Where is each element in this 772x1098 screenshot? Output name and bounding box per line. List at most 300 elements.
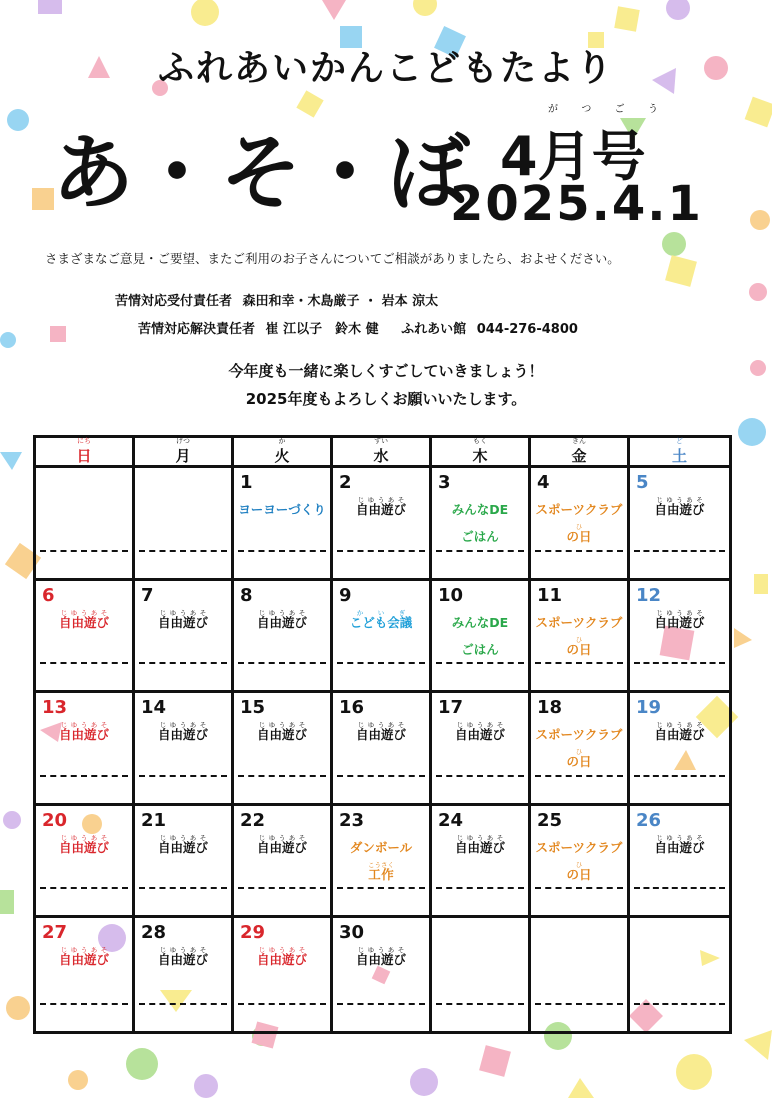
event-text (355, 946, 406, 968)
event-ruby: じゆうあそ (157, 946, 208, 955)
event-ruby: ひ (566, 635, 592, 644)
weekday-header (234, 438, 333, 468)
event-ruby: じゆうあそ (654, 496, 705, 504)
event-text (256, 833, 307, 855)
day-number: 10 (438, 584, 464, 606)
event-text (58, 608, 109, 630)
calendar-day-cell (630, 806, 729, 919)
day-event (36, 609, 132, 636)
dashed-divider (238, 662, 326, 664)
weekday-ruby: にち (77, 436, 91, 445)
day-event (333, 609, 429, 636)
calendar-day-cell (36, 581, 135, 694)
day-number: 5 (636, 472, 649, 493)
event-ruby: じゆうあそ (355, 496, 406, 504)
event-line (531, 609, 627, 636)
day-number: 19 (636, 697, 662, 719)
dashed-divider (535, 887, 623, 889)
event-text: スポーツクラブ (535, 839, 623, 855)
calendar-day-cell (135, 468, 234, 581)
day-number: 7 (141, 584, 154, 606)
calendar-day-cell (630, 693, 729, 806)
weekday-label: 金 (571, 446, 587, 465)
issue-ruby-char: ご (614, 104, 625, 115)
dashed-divider (337, 550, 425, 552)
event-text (368, 860, 394, 882)
day-number: 23 (339, 809, 365, 831)
event-text (566, 748, 592, 770)
dashed-divider (535, 662, 623, 664)
calendar-day-cell (36, 693, 135, 806)
calendar-day-cell (36, 468, 135, 581)
event-base: 自由遊び (157, 614, 208, 630)
event-text (454, 721, 505, 743)
weekday-header (135, 438, 234, 468)
event-line (234, 496, 330, 523)
event-text (566, 635, 592, 657)
day-event (531, 834, 627, 888)
event-base: 自由遊び (58, 614, 109, 630)
calendar-day-cell (333, 468, 432, 581)
event-line (234, 946, 330, 973)
event-base: 自由遊び (355, 502, 406, 517)
event-ruby: じゆうあそ (256, 833, 307, 842)
day-number: 28 (141, 922, 167, 944)
day-number: 4 (537, 472, 550, 493)
issue-ruby-char: つ (581, 104, 592, 115)
day-event (333, 834, 429, 888)
issue-date: 2025.4.1 (450, 176, 703, 232)
event-text (454, 833, 505, 855)
day-number: 2 (339, 472, 352, 493)
weekday-ruby: きん (572, 436, 586, 445)
day-number: 18 (537, 697, 563, 719)
dashed-divider (535, 550, 623, 552)
day-event (531, 496, 627, 550)
event-line (234, 609, 330, 636)
day-event (234, 609, 330, 636)
event-line (531, 748, 627, 775)
dashed-divider (40, 550, 128, 552)
day-event (36, 946, 132, 973)
calendar-day-cell (234, 806, 333, 919)
event-text (256, 721, 307, 743)
calendar-day-cell (333, 806, 432, 919)
dashed-divider (436, 550, 524, 552)
dashed-divider (40, 775, 128, 777)
issue-ruby-char: が (548, 104, 558, 115)
weekday-label: 木 (472, 446, 488, 465)
notice-text: さまざまなご意見・ご要望、またご利用のお子さんについてご相談がありましたら、およせください。 (45, 251, 620, 266)
event-line (432, 609, 528, 636)
dashed-divider (634, 775, 725, 777)
event-ruby: じゆうあそ (256, 721, 307, 730)
calendar-day-cell (531, 918, 630, 1031)
newsletter-subtitle: ふれあいかんこどもたより (157, 48, 614, 89)
issue-label: 4月号 (500, 125, 646, 188)
calendar-day-cell (432, 693, 531, 806)
weekday-label: 火 (274, 446, 290, 465)
event-base: 自由遊び (256, 614, 307, 630)
day-event (36, 834, 132, 861)
event-line (36, 946, 132, 973)
event-text: スポーツクラブ (535, 502, 623, 517)
dashed-divider (634, 662, 725, 664)
event-line (333, 609, 429, 636)
event-base: 自由遊び (654, 614, 705, 630)
event-text (654, 721, 705, 743)
event-ruby: ひ (566, 860, 592, 869)
calendar-grid (33, 435, 732, 1034)
day-number: 17 (438, 697, 464, 719)
dashed-divider (436, 662, 524, 664)
event-line (630, 834, 729, 861)
event-line (36, 721, 132, 748)
event-line (135, 609, 231, 636)
greeting-line-1: 今年度も一緒に楽しくすごしていきましょう！ (228, 362, 544, 380)
day-number: 30 (339, 922, 365, 944)
event-base: 自由遊び (454, 727, 505, 743)
event-ruby: ひ (566, 748, 592, 757)
day-number: 29 (240, 922, 266, 944)
event-line (531, 636, 627, 663)
day-event (234, 721, 330, 748)
event-ruby: じゆうあそ (58, 608, 109, 617)
event-base: 自由遊び (256, 727, 307, 743)
issue-ruby-char: う (647, 104, 658, 115)
day-event (234, 834, 330, 861)
dashed-divider (238, 1003, 326, 1005)
weekday-header (432, 438, 531, 468)
day-number: 25 (537, 809, 563, 831)
event-line (432, 523, 528, 550)
event-base: 自由遊び (256, 952, 307, 968)
event-text (349, 608, 413, 630)
greeting-line-2: 2025年度もよろしくお願いいたします。 (245, 390, 527, 408)
event-line (531, 834, 627, 861)
event-base: 自由遊び (654, 502, 705, 517)
event-text (157, 946, 208, 968)
reception-label: 苦情対応受付責任者 (115, 294, 233, 309)
event-base: 自由遊び (157, 839, 208, 855)
event-ruby: じゆうあそ (654, 608, 705, 617)
event-base: 工作 (368, 866, 394, 882)
event-base: 自由遊び (256, 839, 307, 855)
day-event (630, 721, 729, 748)
event-line (234, 834, 330, 861)
event-line (531, 721, 627, 748)
calendar-day-cell (432, 581, 531, 694)
event-text (58, 833, 109, 855)
event-line (432, 636, 528, 663)
calendar-day-cell (135, 693, 234, 806)
day-event (36, 721, 132, 748)
event-base: 自由遊び (454, 839, 505, 855)
day-event (333, 946, 429, 973)
event-text: ごはん (461, 529, 499, 544)
calendar-day-cell (432, 468, 531, 581)
dashed-divider (139, 775, 227, 777)
resolution-label: 苦情対応解決責任者 (138, 322, 256, 337)
event-line (432, 834, 528, 861)
dashed-divider (139, 550, 227, 552)
event-ruby: じゆうあそ (58, 833, 109, 842)
event-text (58, 721, 109, 743)
day-number: 12 (636, 584, 662, 606)
event-ruby: じゆうあそ (157, 833, 208, 842)
day-number: 13 (42, 697, 68, 719)
dashed-divider (40, 887, 128, 889)
event-text: ごはん (461, 641, 499, 657)
dashed-divider (40, 662, 128, 664)
weekday-header (36, 438, 135, 468)
calendar-day-cell (333, 581, 432, 694)
calendar-day-cell (36, 806, 135, 919)
dashed-divider (337, 887, 425, 889)
event-base: 自由遊び (58, 727, 109, 743)
event-base: 自由遊び (654, 727, 705, 743)
weekday-ruby: すい (374, 436, 388, 445)
dashed-divider (535, 1003, 623, 1005)
event-text (355, 496, 406, 517)
event-base: こども会議 (349, 614, 413, 630)
event-text: スポーツクラブ (535, 614, 623, 630)
event-text: ヨーヨーづくり (238, 502, 326, 517)
resolution-names: 崔 江以子 鈴木 健 (265, 322, 379, 337)
dashed-divider (337, 662, 425, 664)
event-line (432, 496, 528, 523)
calendar-day-cell (630, 581, 729, 694)
event-line (36, 834, 132, 861)
calendar-day-cell (234, 581, 333, 694)
event-text (256, 946, 307, 968)
event-line (333, 861, 429, 888)
issue-ruby (548, 100, 658, 115)
event-ruby: じゆうあそ (256, 946, 307, 955)
dashed-divider (634, 550, 725, 552)
event-base: 自由遊び (355, 952, 406, 968)
calendar-day-cell (432, 918, 531, 1031)
day-event (531, 609, 627, 663)
event-line (135, 721, 231, 748)
event-ruby: じゆうあそ (58, 946, 109, 955)
calendar-day-cell (630, 918, 729, 1031)
calendar-day-cell (333, 693, 432, 806)
day-event (630, 609, 729, 636)
day-event (234, 946, 330, 973)
calendar-day-cell (234, 693, 333, 806)
event-line (333, 721, 429, 748)
dashed-divider (436, 1003, 524, 1005)
day-number: 6 (42, 584, 55, 606)
event-ruby: かいぎ (349, 608, 413, 617)
calendar-day-cell (432, 806, 531, 919)
weekday-ruby: もく (473, 436, 487, 445)
dashed-divider (337, 1003, 425, 1005)
staff-line-reception (115, 290, 438, 309)
event-line (531, 496, 627, 523)
event-text (654, 608, 705, 630)
calendar-day-cell (36, 918, 135, 1031)
day-number: 15 (240, 697, 266, 719)
day-event (333, 496, 429, 523)
event-ruby: ひ (566, 523, 592, 531)
calendar-day-cell (531, 693, 630, 806)
event-base: 自由遊び (654, 839, 705, 855)
weekday-ruby: ど (676, 436, 683, 445)
event-base: の日 (566, 754, 592, 770)
weekday-label: 日 (76, 446, 92, 465)
day-event (135, 721, 231, 748)
day-event (630, 834, 729, 861)
day-event (135, 834, 231, 861)
event-base: の日 (566, 866, 592, 882)
event-line (333, 496, 429, 523)
day-number: 26 (636, 809, 662, 831)
day-event (432, 496, 528, 550)
event-ruby: じゆうあそ (454, 721, 505, 730)
weekday-header (630, 438, 729, 468)
reception-names: 森田和幸・木島厳子 ・ 岩本 涼太 (242, 294, 439, 309)
event-line (630, 609, 729, 636)
event-text (157, 721, 208, 743)
event-line (531, 523, 627, 550)
event-text (157, 833, 208, 855)
event-line (234, 721, 330, 748)
event-line (36, 609, 132, 636)
day-event (432, 834, 528, 861)
event-text (157, 608, 208, 630)
weekday-ruby: か (278, 436, 286, 445)
newsletter-title: あ・そ・ぼ (52, 126, 473, 221)
day-number: 16 (339, 697, 365, 719)
weekday-label: 土 (671, 446, 687, 465)
event-base: の日 (566, 529, 592, 544)
event-text: みんなDE (451, 502, 509, 517)
day-event (234, 496, 330, 523)
phone-number: 044-276-4800 (476, 322, 578, 337)
event-ruby: じゆうあそ (355, 721, 406, 730)
event-text: スポーツクラブ (535, 727, 623, 743)
event-ruby: こうさく (368, 860, 394, 869)
day-event (630, 496, 729, 523)
day-number: 11 (537, 584, 563, 606)
event-ruby: じゆうあそ (157, 608, 208, 617)
event-text (256, 608, 307, 630)
weekday-label: 月 (175, 446, 191, 465)
event-text: ダンボール (349, 839, 413, 855)
dashed-divider (337, 775, 425, 777)
event-base: の日 (566, 641, 592, 657)
calendar-day-cell (333, 918, 432, 1031)
event-line (135, 834, 231, 861)
day-number: 8 (240, 584, 253, 606)
day-event (135, 946, 231, 973)
event-ruby: じゆうあそ (355, 946, 406, 955)
day-number: 9 (339, 584, 352, 606)
day-event (432, 609, 528, 663)
event-base: 自由遊び (157, 952, 208, 968)
day-number: 20 (42, 809, 68, 831)
event-base: 自由遊び (355, 727, 406, 743)
calendar-day-cell (135, 581, 234, 694)
calendar-day-cell (630, 468, 729, 581)
day-event (531, 721, 627, 775)
dashed-divider (139, 887, 227, 889)
event-text (654, 833, 705, 855)
dashed-divider (634, 1003, 725, 1005)
event-ruby: じゆうあそ (654, 833, 705, 842)
event-base: 自由遊び (58, 952, 109, 968)
day-event (432, 721, 528, 748)
dashed-divider (436, 887, 524, 889)
event-ruby: じゆうあそ (454, 833, 505, 842)
dashed-divider (634, 887, 725, 889)
event-text: みんなDE (451, 614, 509, 630)
calendar-day-cell (135, 806, 234, 919)
dashed-divider (238, 550, 326, 552)
day-number: 22 (240, 809, 266, 831)
day-number: 21 (141, 809, 167, 831)
day-number: 27 (42, 922, 68, 944)
event-text (58, 946, 109, 968)
event-text (566, 860, 592, 882)
facility-name: ふれあい館 (401, 322, 467, 337)
event-line (432, 721, 528, 748)
event-line (630, 496, 729, 523)
weekday-label: 水 (373, 446, 389, 465)
day-number: 3 (438, 472, 451, 493)
calendar-day-cell (234, 468, 333, 581)
event-text (355, 721, 406, 743)
day-event (333, 721, 429, 748)
dashed-divider (139, 1003, 227, 1005)
dashed-divider (436, 775, 524, 777)
calendar-day-cell (531, 468, 630, 581)
event-text (566, 523, 592, 544)
dashed-divider (238, 887, 326, 889)
day-event (135, 609, 231, 636)
event-line (135, 946, 231, 973)
event-ruby: じゆうあそ (157, 721, 208, 730)
dashed-divider (238, 775, 326, 777)
calendar-day-cell (531, 806, 630, 919)
day-number: 1 (240, 472, 253, 493)
weekday-ruby: げつ (176, 436, 190, 445)
event-line (333, 834, 429, 861)
dashed-divider (139, 662, 227, 664)
event-ruby: じゆうあそ (256, 608, 307, 617)
weekday-header (333, 438, 432, 468)
event-line (531, 861, 627, 888)
staff-line-resolution (138, 318, 578, 337)
calendar-day-cell (531, 581, 630, 694)
calendar-day-cell (135, 918, 234, 1031)
calendar-day-cell (234, 918, 333, 1031)
weekday-header (531, 438, 630, 468)
day-number: 24 (438, 809, 464, 831)
event-base: 自由遊び (58, 839, 109, 855)
dashed-divider (535, 775, 623, 777)
day-number: 14 (141, 697, 167, 719)
event-base: 自由遊び (157, 727, 208, 743)
event-line (333, 946, 429, 973)
event-text (654, 496, 705, 517)
event-ruby: じゆうあそ (58, 721, 109, 730)
event-ruby: じゆうあそ (654, 721, 705, 730)
event-line (630, 721, 729, 748)
dashed-divider (40, 1003, 128, 1005)
